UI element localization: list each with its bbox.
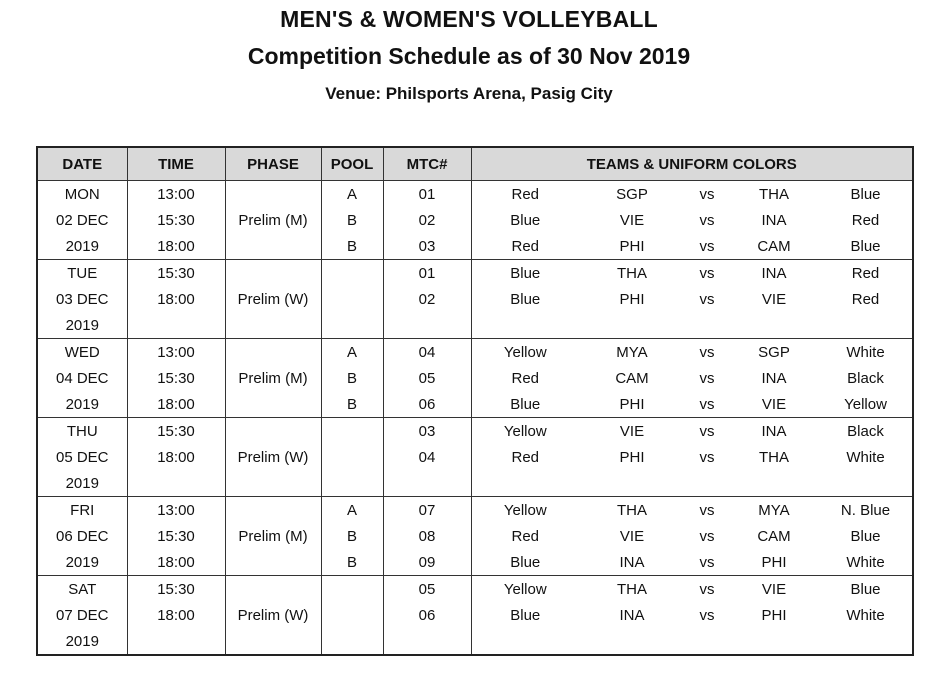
uniform-color-1-cell: Yellow (471, 576, 579, 603)
time-cell: 18:00 (127, 233, 225, 260)
phase-cell (225, 339, 321, 366)
time-cell: 15:30 (127, 365, 225, 391)
team-2-cell: INA (761, 211, 787, 229)
uniform-color-2-cell: Black (847, 369, 884, 387)
uniform-color-1-cell (471, 470, 579, 497)
uniform-color-2-cell: Red (851, 290, 880, 308)
uniform-color-1-cell: Red (471, 181, 579, 208)
team-2-cell: MYA (758, 501, 790, 519)
date-cell: 2019 (65, 553, 99, 571)
match-number-cell: 04 (383, 339, 471, 366)
table-row (37, 207, 913, 233)
uniform-color-1-cell: Blue (471, 286, 579, 312)
col-header-date: DATE (37, 147, 127, 181)
time-cell (127, 470, 225, 497)
uniform-color-2-cell: Black (847, 422, 884, 440)
table-row (37, 576, 913, 603)
vs-cell: vs (699, 553, 715, 571)
team-1-cell: SGP (616, 185, 648, 203)
pool-cell: B (321, 365, 383, 391)
pool-cell: A (321, 497, 383, 524)
team-1-cell: PHI (619, 237, 645, 255)
time-cell: 18:00 (127, 286, 225, 312)
match-number-cell: 01 (383, 260, 471, 287)
table-row (37, 444, 913, 470)
phase-cell (225, 312, 321, 339)
pool-cell (321, 576, 383, 603)
uniform-color-2-cell: White (846, 606, 885, 624)
pool-cell (321, 286, 383, 312)
phase-cell: Prelim (W) (225, 444, 321, 470)
uniform-color-2-cell: Yellow (844, 395, 887, 413)
team-1-cell: PHI (619, 448, 645, 466)
vs-cell (685, 470, 729, 497)
table-row (37, 418, 913, 445)
match-number-cell: 02 (383, 207, 471, 233)
uniform-color-1-cell: Yellow (471, 418, 579, 445)
uniform-color-2-cell: Blue (850, 185, 881, 203)
uniform-color-1-cell (471, 312, 579, 339)
vs-cell: vs (699, 527, 715, 545)
uniform-color-2-cell: White (846, 553, 885, 571)
team-2-cell: SGP (758, 343, 790, 361)
team-2-cell: THA (759, 185, 789, 203)
time-cell: 13:00 (127, 497, 225, 524)
team-1-cell: VIE (619, 422, 645, 440)
team-2-cell: INA (761, 422, 787, 440)
uniform-color-1-cell: Blue (471, 260, 579, 287)
uniform-color-2-cell: Red (851, 211, 880, 229)
date-cell: MON (64, 185, 100, 203)
time-cell: 15:30 (127, 523, 225, 549)
phase-cell (225, 391, 321, 418)
date-cell: FRI (70, 501, 95, 519)
team-1-cell: INA (619, 553, 645, 571)
pool-cell: A (321, 339, 383, 366)
time-cell: 15:30 (127, 260, 225, 287)
team-1-cell: THA (617, 501, 647, 519)
table-row (37, 497, 913, 524)
table-row (37, 181, 913, 208)
uniform-color-2-cell: Blue (850, 580, 881, 598)
uniform-color-2-cell (819, 312, 913, 339)
date-cell: 05 DEC (55, 448, 109, 466)
vs-cell (685, 628, 729, 655)
match-number-cell: 09 (383, 549, 471, 576)
team-1-cell (579, 628, 685, 655)
date-cell: SAT (68, 580, 97, 598)
schedule-table (36, 146, 914, 656)
phase-cell (225, 628, 321, 655)
date-cell: 2019 (65, 395, 99, 413)
match-number-cell: 01 (383, 181, 471, 208)
team-2-cell: PHI (761, 606, 787, 624)
time-cell: 15:30 (127, 207, 225, 233)
vs-cell (685, 312, 729, 339)
uniform-color-2-cell: N. Blue (840, 501, 891, 519)
uniform-color-2-cell: White (846, 448, 885, 466)
team-1-cell: PHI (619, 395, 645, 413)
pool-cell (321, 418, 383, 445)
vs-cell: vs (699, 606, 715, 624)
col-header-phase: PHASE (225, 147, 321, 181)
time-cell: 15:30 (127, 418, 225, 445)
date-cell: WED (64, 343, 100, 361)
match-number-cell: 06 (383, 391, 471, 418)
pool-cell: B (321, 207, 383, 233)
phase-cell (225, 470, 321, 497)
uniform-color-2-cell (819, 628, 913, 655)
table-row (37, 365, 913, 391)
phase-cell (225, 497, 321, 524)
uniform-color-1-cell: Blue (471, 549, 579, 576)
pool-cell (321, 602, 383, 628)
team-1-cell: THA (617, 580, 647, 598)
pool-cell (321, 628, 383, 655)
phase-cell (225, 549, 321, 576)
vs-cell: vs (699, 343, 715, 361)
header-row (37, 147, 913, 181)
date-cell: 02 DEC (55, 211, 109, 229)
pool-cell: B (321, 233, 383, 260)
phase-cell (225, 576, 321, 603)
date-cell: 03 DEC (55, 290, 109, 308)
match-number-cell (383, 628, 471, 655)
date-cell: TUE (67, 264, 98, 282)
date-cell: 04 DEC (55, 369, 109, 387)
col-header-pool: POOL (321, 147, 383, 181)
phase-cell: Prelim (M) (225, 207, 321, 233)
team-1-cell (579, 470, 685, 497)
time-cell (127, 312, 225, 339)
match-number-cell (383, 470, 471, 497)
match-number-cell: 04 (383, 444, 471, 470)
team-2-cell: THA (759, 448, 789, 466)
team-1-cell: CAM (615, 369, 649, 387)
table-row (37, 602, 913, 628)
phase-cell (225, 181, 321, 208)
table-row (37, 549, 913, 576)
date-cell: 2019 (65, 474, 99, 492)
team-1-cell: THA (617, 264, 647, 282)
uniform-color-2-cell (819, 470, 913, 497)
vs-cell: vs (699, 580, 715, 598)
day-group (37, 339, 913, 418)
table-row (37, 523, 913, 549)
vs-cell: vs (699, 395, 715, 413)
table-row (37, 233, 913, 260)
team-1-cell: VIE (619, 211, 645, 229)
team-2-cell: PHI (761, 553, 787, 571)
vs-cell: vs (699, 264, 715, 282)
pool-cell (321, 312, 383, 339)
table-row (37, 628, 913, 655)
time-cell: 18:00 (127, 602, 225, 628)
uniform-color-1-cell (471, 628, 579, 655)
day-group (37, 576, 913, 656)
vs-cell: vs (699, 422, 715, 440)
vs-cell: vs (699, 501, 715, 519)
table-row (37, 260, 913, 287)
team-2-cell: VIE (761, 395, 787, 413)
team-2-cell: VIE (761, 580, 787, 598)
uniform-color-2-cell: Blue (850, 527, 881, 545)
team-1-cell: VIE (619, 527, 645, 545)
date-cell: 06 DEC (55, 527, 109, 545)
vs-cell: vs (699, 448, 715, 466)
team-1-cell: INA (619, 606, 645, 624)
match-number-cell: 05 (383, 576, 471, 603)
time-cell: 13:00 (127, 339, 225, 366)
vs-cell: vs (699, 290, 715, 308)
col-header-mtc: MTC# (383, 147, 471, 181)
time-cell (127, 628, 225, 655)
venue-line: Venue: Philsports Arena, Pasig City (325, 84, 613, 103)
col-header-teams: TEAMS & UNIFORM COLORS (471, 147, 913, 181)
time-cell: 18:00 (127, 549, 225, 576)
team-2-cell: CAM (757, 237, 791, 255)
team-1-cell: PHI (619, 290, 645, 308)
team-2-cell (729, 628, 819, 655)
team-2-cell: CAM (757, 527, 791, 545)
day-group (37, 418, 913, 497)
uniform-color-1-cell: Blue (471, 391, 579, 418)
match-number-cell: 06 (383, 602, 471, 628)
uniform-color-1-cell: Red (471, 365, 579, 391)
match-number-cell: 03 (383, 233, 471, 260)
table-row (37, 470, 913, 497)
match-number-cell (383, 312, 471, 339)
date-cell: 2019 (65, 632, 99, 650)
match-number-cell: 07 (383, 497, 471, 524)
date-cell: 2019 (65, 237, 99, 255)
pool-cell (321, 470, 383, 497)
vs-cell: vs (699, 369, 715, 387)
match-number-cell: 02 (383, 286, 471, 312)
pool-cell: A (321, 181, 383, 208)
uniform-color-2-cell: White (846, 343, 885, 361)
team-1-cell: MYA (616, 343, 648, 361)
col-header-time: TIME (127, 147, 225, 181)
time-cell: 15:30 (127, 576, 225, 603)
page-subtitle: Competition Schedule as of 30 Nov 2019 (247, 43, 691, 69)
phase-cell: Prelim (M) (225, 365, 321, 391)
page-title: MEN'S & WOMEN'S VOLLEYBALL (280, 6, 658, 32)
match-number-cell: 03 (383, 418, 471, 445)
vs-cell: vs (699, 211, 715, 229)
phase-cell (225, 233, 321, 260)
table-row (37, 286, 913, 312)
date-cell: THU (66, 422, 98, 440)
day-group (37, 181, 913, 260)
uniform-color-1-cell: Yellow (471, 497, 579, 524)
team-2-cell: INA (761, 369, 787, 387)
team-1-cell (579, 312, 685, 339)
date-cell: 07 DEC (55, 606, 109, 624)
uniform-color-1-cell: Blue (471, 602, 579, 628)
phase-cell (225, 418, 321, 445)
day-group (37, 497, 913, 576)
time-cell: 18:00 (127, 444, 225, 470)
uniform-color-1-cell: Red (471, 444, 579, 470)
pool-cell: B (321, 523, 383, 549)
team-2-cell (729, 312, 819, 339)
match-number-cell: 08 (383, 523, 471, 549)
team-2-cell: INA (761, 264, 787, 282)
table-row (37, 391, 913, 418)
pool-cell: B (321, 391, 383, 418)
uniform-color-1-cell: Yellow (471, 339, 579, 366)
team-2-cell (729, 470, 819, 497)
uniform-color-1-cell: Red (471, 523, 579, 549)
time-cell: 18:00 (127, 391, 225, 418)
uniform-color-2-cell: Blue (850, 237, 881, 255)
vs-cell: vs (699, 185, 715, 203)
match-number-cell: 05 (383, 365, 471, 391)
uniform-color-2-cell: Red (851, 264, 880, 282)
day-group (37, 260, 913, 339)
team-2-cell: VIE (761, 290, 787, 308)
phase-cell (225, 260, 321, 287)
phase-cell: Prelim (M) (225, 523, 321, 549)
uniform-color-1-cell: Blue (471, 207, 579, 233)
pool-cell (321, 260, 383, 287)
vs-cell: vs (699, 237, 715, 255)
time-cell: 13:00 (127, 181, 225, 208)
table-row (37, 312, 913, 339)
table-row (37, 339, 913, 366)
date-cell: 2019 (65, 316, 99, 334)
phase-cell: Prelim (W) (225, 286, 321, 312)
uniform-color-1-cell: Red (471, 233, 579, 260)
pool-cell (321, 444, 383, 470)
pool-cell: B (321, 549, 383, 576)
phase-cell: Prelim (W) (225, 602, 321, 628)
